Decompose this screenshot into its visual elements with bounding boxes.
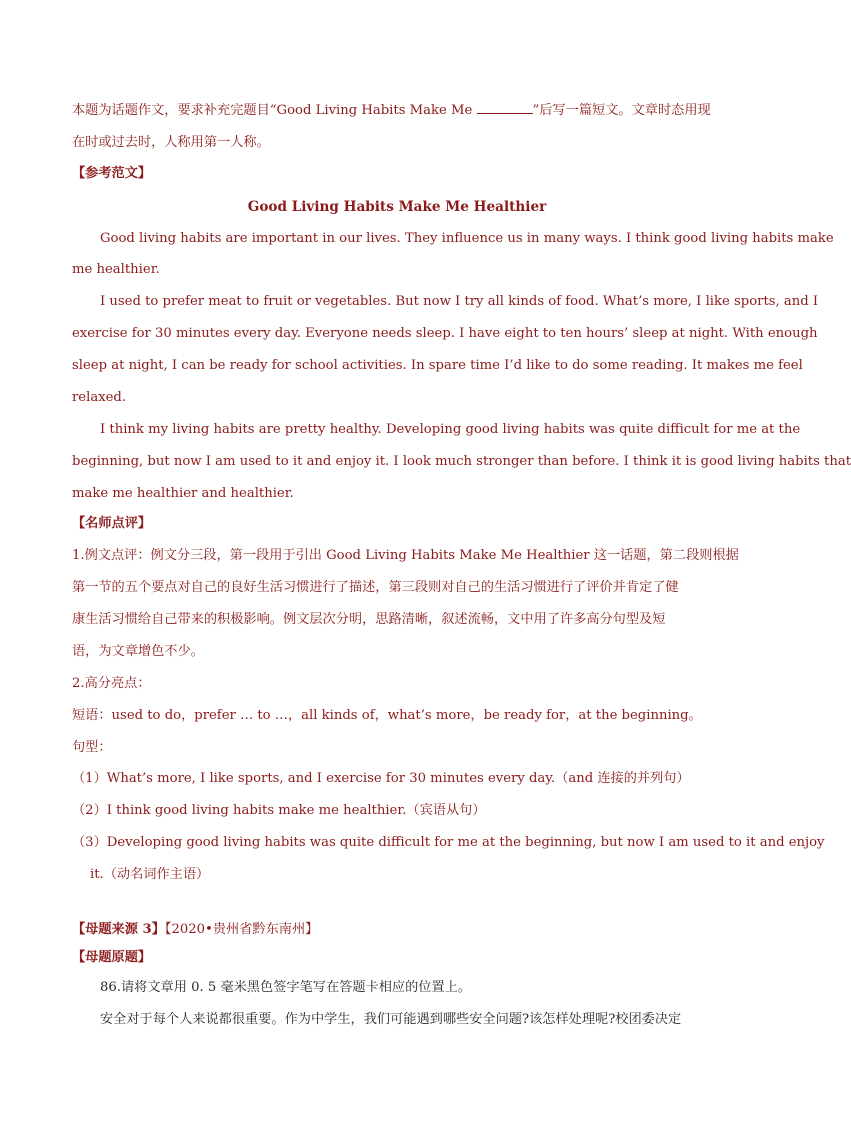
essay-line: exercise for 30 minutes every day. Everyone needs sleep. I have eight to ten hours’ sleep at night. With enough [72, 326, 818, 341]
patterns-label: 句型： [72, 740, 112, 755]
intro-line-1 [72, 101, 724, 121]
essay-line: me healthier. [72, 262, 160, 277]
review-line: 第一节的五个要点对自己的良好生活习惯进行了描述，第三段则对自己的生活习惯进行了评价并肯定了健 [72, 580, 679, 595]
highlights-heading: 2.高分亮点： [72, 676, 151, 691]
original-line: 安全对于每个人来说都很重要。作为中学生，我们可能遇到哪些安全问题?该怎样处理呢?校团委决定 [100, 1012, 682, 1027]
original-line: 86.请将文章用 0. 5 毫米黑色签字笔写在答题卡相应的位置上。 [100, 980, 472, 995]
source-line [72, 920, 724, 940]
review-heading: 【名师点评】 [72, 516, 152, 531]
intro-text-cont: ”后写一篇短文。文章时态用现 [532, 103, 711, 118]
pattern-item: （1）What’s more, I like sports, and I exercise for 30 minutes every day.（and 连接的并列句） [72, 771, 690, 786]
phrases-line: 短语：used to do，prefer … to …，all kinds of，what’s more，be ready for，at the beginning。 [72, 708, 702, 723]
title-blank [477, 101, 533, 114]
essay-line: beginning, but now I am used to it and enjoy it. I look much stronger than before. I think it is good living habits that [72, 454, 851, 469]
original-heading: 【母题原题】 [72, 950, 152, 965]
review-line: 1.例文点评：例文分三段，第一段用于引出 Good Living Habits Make Me Healthier 这一话题，第二段则根据 [72, 548, 739, 563]
intro-text: 本题为话题作文，要求补充完题目“Good Living Habits Make Me [72, 103, 473, 118]
essay-line: make me healthier and healthier. [72, 486, 294, 501]
essay-line: relaxed. [72, 390, 127, 405]
source-label: 【母题来源 3】 [72, 922, 165, 937]
essay-line: Good living habits are important in our lives. They influence us in many ways. I think good living habits make [100, 231, 834, 246]
pattern-item: it.（动名词作主语） [90, 867, 210, 882]
reference-heading: 【参考范文】 [72, 166, 152, 181]
review-line: 语，为文章增色不少。 [72, 644, 204, 659]
essay-title: Good Living Habits Make Me Healthier [247, 199, 547, 215]
pattern-item: （2）I think good living habits make me healthier.（宾语从句） [72, 803, 486, 818]
pattern-item: （3）Developing good living habits was quite difficult for me at the beginning, but now I am used to it and enjoy [72, 835, 825, 850]
intro-line-2: 在时或过去时，人称用第一人称。 [72, 135, 270, 150]
essay-line: I think my living habits are pretty healthy. Developing good living habits was quite difficult for me at the [100, 422, 801, 437]
review-line: 康生活习惯给自己带来的积极影响。例文层次分明，思路清晰，叙述流畅，文中用了许多高分句型及短 [72, 612, 666, 627]
essay-line: sleep at night, I can be ready for school activities. In spare time I’d like to do some reading. It makes me feel [72, 358, 803, 373]
source-tag: 【2020•贵州省黔东南州】 [164, 922, 319, 937]
essay-line: I used to prefer meat to fruit or vegetables. But now I try all kinds of food. What’s more, I like sports, and I [100, 294, 819, 309]
